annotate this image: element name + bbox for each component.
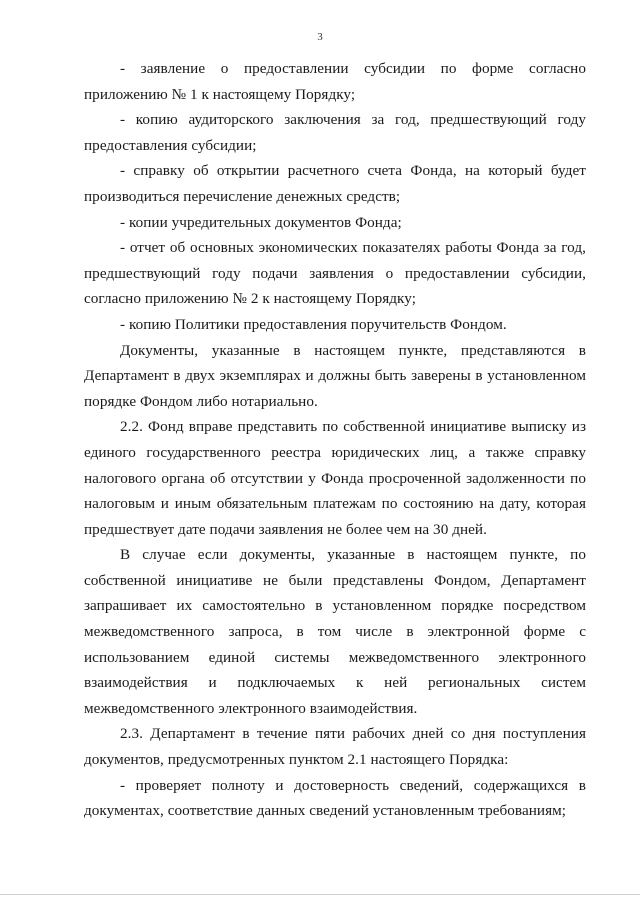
paragraph-founding-documents: - копии учредительных документов Фонда; bbox=[120, 213, 402, 231]
document-body bbox=[84, 56, 586, 824]
paragraph-audit-report: - копию аудиторского заключения за год, предшествующий году предоставления субсидии; bbox=[84, 111, 586, 154]
paragraph-interagency-request: В случае если документы, указанные в настоящем пункте, по собственной инициативе не были представлены Фондом, Департамент запрашивает их самостоятельно в установленном порядке посредством межведомственного запроса, в том числе в электронной форме с использованием единой системы межведомственного электронного взаимодействия и подключаемых к ней региональных систем межведомственного электронного взаимодействия. bbox=[84, 546, 586, 717]
paragraph-application-form: - заявление о предоставлении субсидии по форме согласно приложению № 1 к настоящему Порядку; bbox=[84, 60, 586, 103]
paragraph-guarantee-policy: - копию Политики предоставления поручительств Фондом. bbox=[120, 315, 507, 333]
page-bottom-rule bbox=[0, 894, 640, 895]
paragraph-section-2-3: 2.3. Департамент в течение пяти рабочих дней со дня поступления документов, предусмотренных пунктом 2.1 настоящего Порядка: bbox=[84, 725, 586, 769]
paragraph-bank-account-certificate: - справку об открытии расчетного счета Фонда, на который будет производиться перечисление денежных средств; bbox=[84, 162, 586, 205]
paragraph-economic-report: - отчет об основных экономических показателях работы Фонда за год, предшествующий году подачи заявления о предоставлении субсидии, согласно приложению № 2 к настоящему Порядку; bbox=[84, 239, 586, 308]
paragraph-verification: - проверяет полноту и достоверность сведений, содержащихся в документах, соответствие данных сведений установленным требованиям; bbox=[84, 776, 586, 820]
paragraph-section-2-2: 2.2. Фонд вправе представить по собственной инициативе выписку из единого государственного реестра юридических лиц, а также справку налогового органа об отсутствии у Фонда просроченной задолженности по налоговым и иным обязательным платежам по состоянию на дату, которая предшествует дате подачи заявления не более чем на 30 дней. bbox=[84, 418, 586, 538]
paragraph-documents-submission: Документы, указанные в настоящем пункте, представляются в Департамент в двух экземплярах и должны быть заверены в установленном порядке Фондом либо нотариально. bbox=[84, 341, 586, 410]
page-number: 3 bbox=[317, 31, 323, 43]
